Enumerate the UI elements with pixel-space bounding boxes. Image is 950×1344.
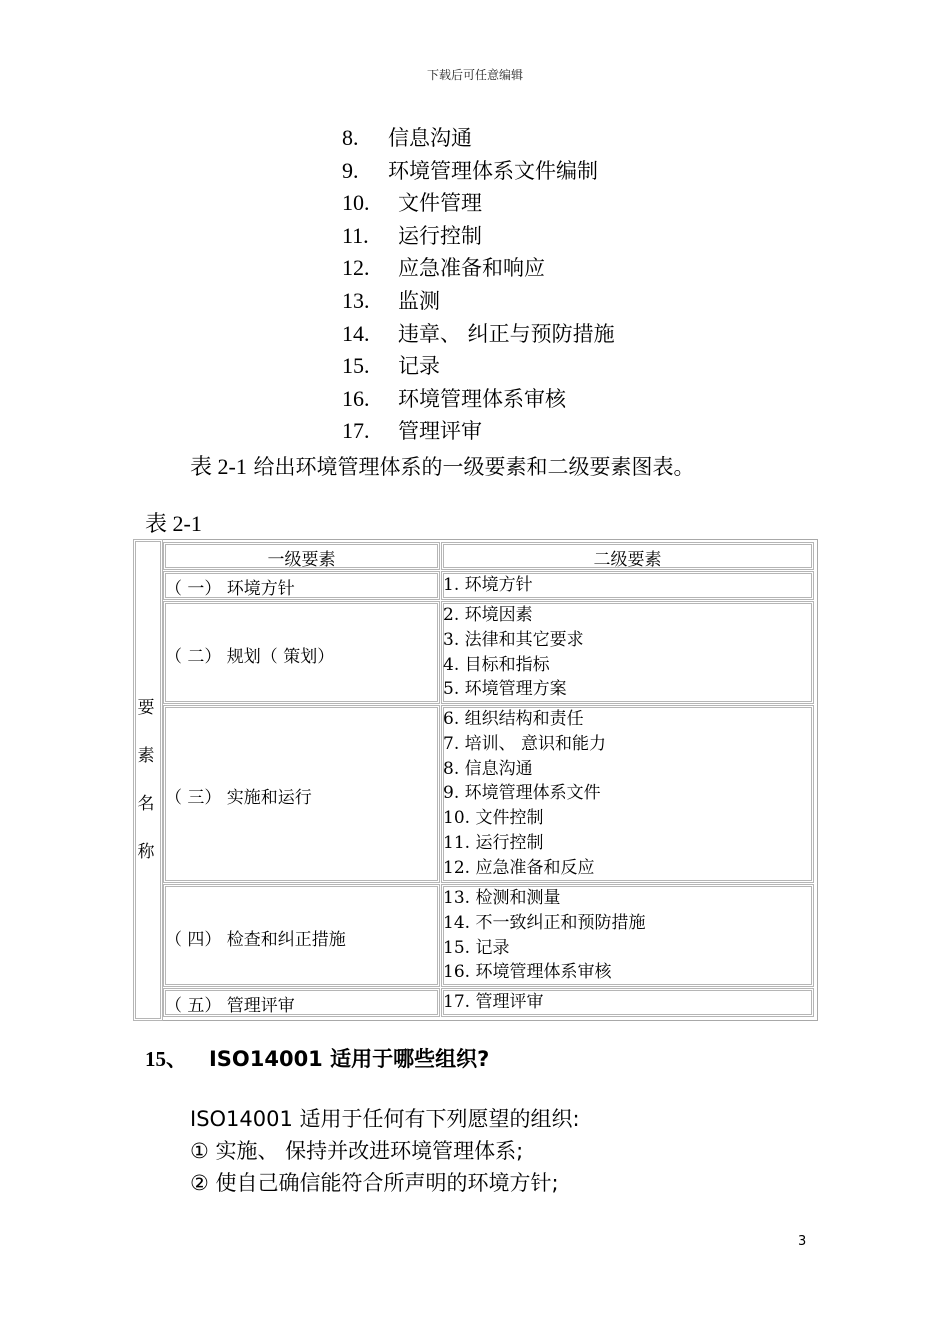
list-number: 17.: [342, 418, 370, 444]
page-header: 下载后可任意编辑: [426, 68, 523, 82]
list-text: 运行控制: [398, 223, 482, 248]
list-text: 环境管理体系文件编制: [388, 158, 598, 183]
list-text: 记录: [398, 354, 440, 379]
intro-paragraph: [190, 450, 695, 481]
page-number: 3: [798, 1234, 807, 1249]
answer-line: ISO14001 适用于任何有下列愿望的组织:: [190, 1107, 580, 1131]
list-text: 监测: [398, 288, 440, 313]
primary-element: （ 二） 规划（ 策划）: [165, 647, 335, 667]
list-text: 违章、 纠正与预防措施: [398, 321, 615, 346]
list-number: 14.: [342, 320, 370, 346]
list-text: 应急准备和响应: [398, 256, 545, 281]
list-number: 16.: [342, 385, 370, 411]
secondary-elements: 13. 检测和测量 14. 不一致纠正和预防措施 15. 记录 16. 环境管理体系审核: [443, 888, 646, 983]
primary-element: （ 一） 环境方针: [165, 579, 295, 599]
list-text: 环境管理体系审核: [398, 386, 566, 411]
primary-element: （ 四） 检查和纠正措施: [165, 930, 346, 950]
secondary-elements: 1. 环境方针: [443, 575, 533, 595]
answer-line: ① 实施、 保持并改进环境管理体系;: [190, 1139, 524, 1163]
intro-prefix: 表 2-1: [190, 454, 247, 479]
secondary-elements: 2. 环境因素 3. 法律和其它要求 4. 目标和指标 5. 环境管理方案: [443, 605, 584, 700]
question-heading: [145, 1043, 489, 1073]
secondary-elements: 6. 组织结构和责任 7. 培训、 意识和能力 8. 信息沟通 9. 环境管理体系文件 10. 文件控制 11. 运行控制 12. 应急准备和反应: [443, 709, 607, 878]
list-number: 9.: [342, 157, 359, 183]
answer-line: ② 使自己确信能符合所声明的环境方针;: [190, 1171, 559, 1195]
question-number: 15、: [145, 1047, 187, 1071]
list-item: [342, 285, 615, 318]
list-item: [342, 415, 615, 448]
list-item: [342, 383, 615, 416]
table-title: 表 2-1: [145, 511, 202, 536]
intro-text: 给出环境管理体系的一级要素和二级要素图表。: [253, 455, 695, 479]
list-item: [342, 155, 615, 188]
secondary-elements: 17. 管理评审: [443, 992, 544, 1012]
numbered-list: [342, 122, 615, 448]
list-number: 11.: [342, 222, 369, 248]
list-item: [342, 122, 615, 155]
list-item: [342, 350, 615, 383]
list-item: [342, 318, 615, 351]
side-label: 要 素 名 称: [137, 698, 155, 862]
list-number: 8.: [342, 125, 359, 150]
list-number: 12.: [342, 255, 370, 281]
list-number: 10.: [342, 190, 370, 216]
list-text: 信息沟通: [388, 126, 472, 150]
list-item: [342, 220, 615, 253]
header-primary-text: 一级要素: [267, 550, 336, 570]
list-number: 13.: [342, 287, 370, 313]
question-text: ISO14001 适用于哪些组织?: [208, 1047, 490, 1071]
list-item: [342, 187, 615, 220]
list-item: [342, 252, 615, 285]
primary-element: （ 三） 实施和运行: [165, 788, 312, 808]
list-number: 15.: [342, 353, 370, 379]
header-secondary-text: 二级要素: [593, 550, 662, 570]
list-text: 管理评审: [398, 419, 482, 444]
primary-element: （ 五） 管理评审: [165, 996, 295, 1016]
list-text: 文件管理: [398, 191, 482, 216]
